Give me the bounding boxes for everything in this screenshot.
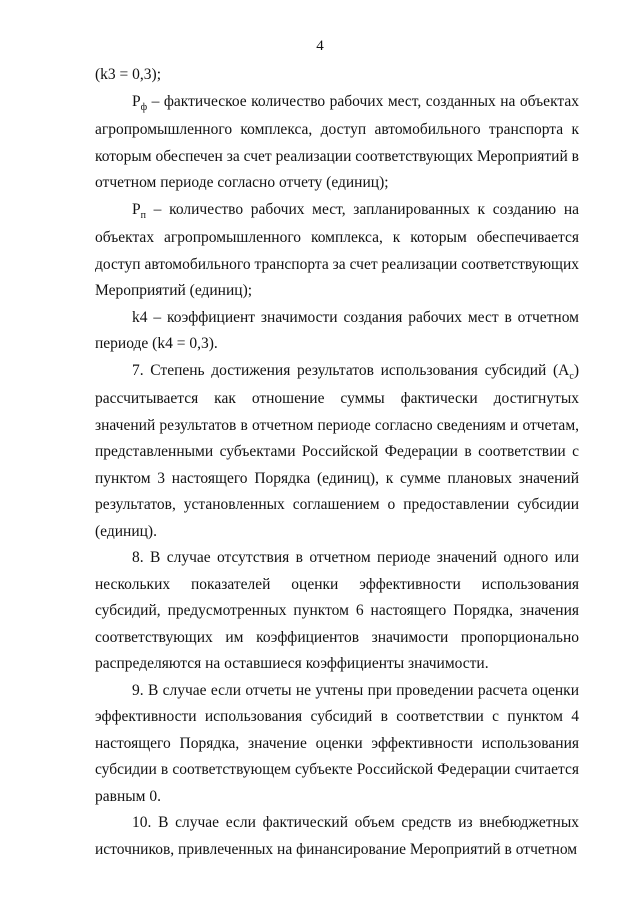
paragraph-pp-definition <box>95 197 579 305</box>
pf-subscript: ф <box>140 101 148 113</box>
paragraph-k4-definition: k4 – коэффициент значимости создания рабочих мест в отчетном периоде (k4 = 0,3). <box>95 308 579 352</box>
pf-definition-text: – фактическое количество рабочих мест, созданных на объектах агропромышленного комплекса, доступ автомобильного транспорта к которым обеспечен за счет реализации соответствующих Мероприятий в отчетном периоде согласно отчету (единиц); <box>95 92 579 191</box>
paragraph-item-8: 8. В случае отсутствия в отчетном периоде значений одного или нескольких показателей оценки эффективности использования субсидий, предусмотренных пунктом 6 настоящего Порядка, значения соответствующих им коэффициентов значимости пропорционально распределяются на оставшиеся коэффициенты значимости. <box>95 549 579 672</box>
paragraph-item-10: 10. В случае если фактический объем средств из внебюджетных источников, привлеченных на финансирование Мероприятий в отчетном <box>95 814 579 858</box>
pp-definition-text: – количество рабочих мест, запланированных к созданию на объектах агропромышленного комплекса, к которым обеспечивается доступ автомобильного транспорта за счет реализации соответствующих Мероприятий (единиц); <box>95 200 579 299</box>
ac-subscript: с <box>569 370 574 382</box>
paragraph-pf-definition <box>95 89 579 197</box>
item-7-text-before: 7. Степень достижения результатов использования субсидий (А <box>132 361 570 379</box>
pp-symbol: P <box>132 200 141 218</box>
paragraph-item-7 <box>95 358 579 546</box>
page-number: 4 <box>316 38 324 54</box>
paragraph-k3-value: (k3 = 0,3); <box>95 66 161 83</box>
pp-subscript: п <box>140 209 146 221</box>
document-body <box>95 62 579 863</box>
paragraph-item-9: 9. В случае если отчеты не учтены при проведении расчета оценки эффективности использования субсидий в соответствии с пунктом 4 настоящего Порядка, значение оценки эффективности использования субсидии в соответствующем субъекте Российской Федерации считается равным 0. <box>95 681 579 805</box>
item-7-text-after: ) рассчитывается как отношение суммы фактически достигнутых значений результатов в отчетном периоде согласно сведениям и отчетам, представленными субъектами Российской Федерации в соответствии с пунктом 3 настоящего Порядка (единиц), к сумме плановых значений результатов, установленных соглашением о предоставлении субсидии (единиц). <box>95 361 579 540</box>
pf-symbol: P <box>132 92 141 110</box>
